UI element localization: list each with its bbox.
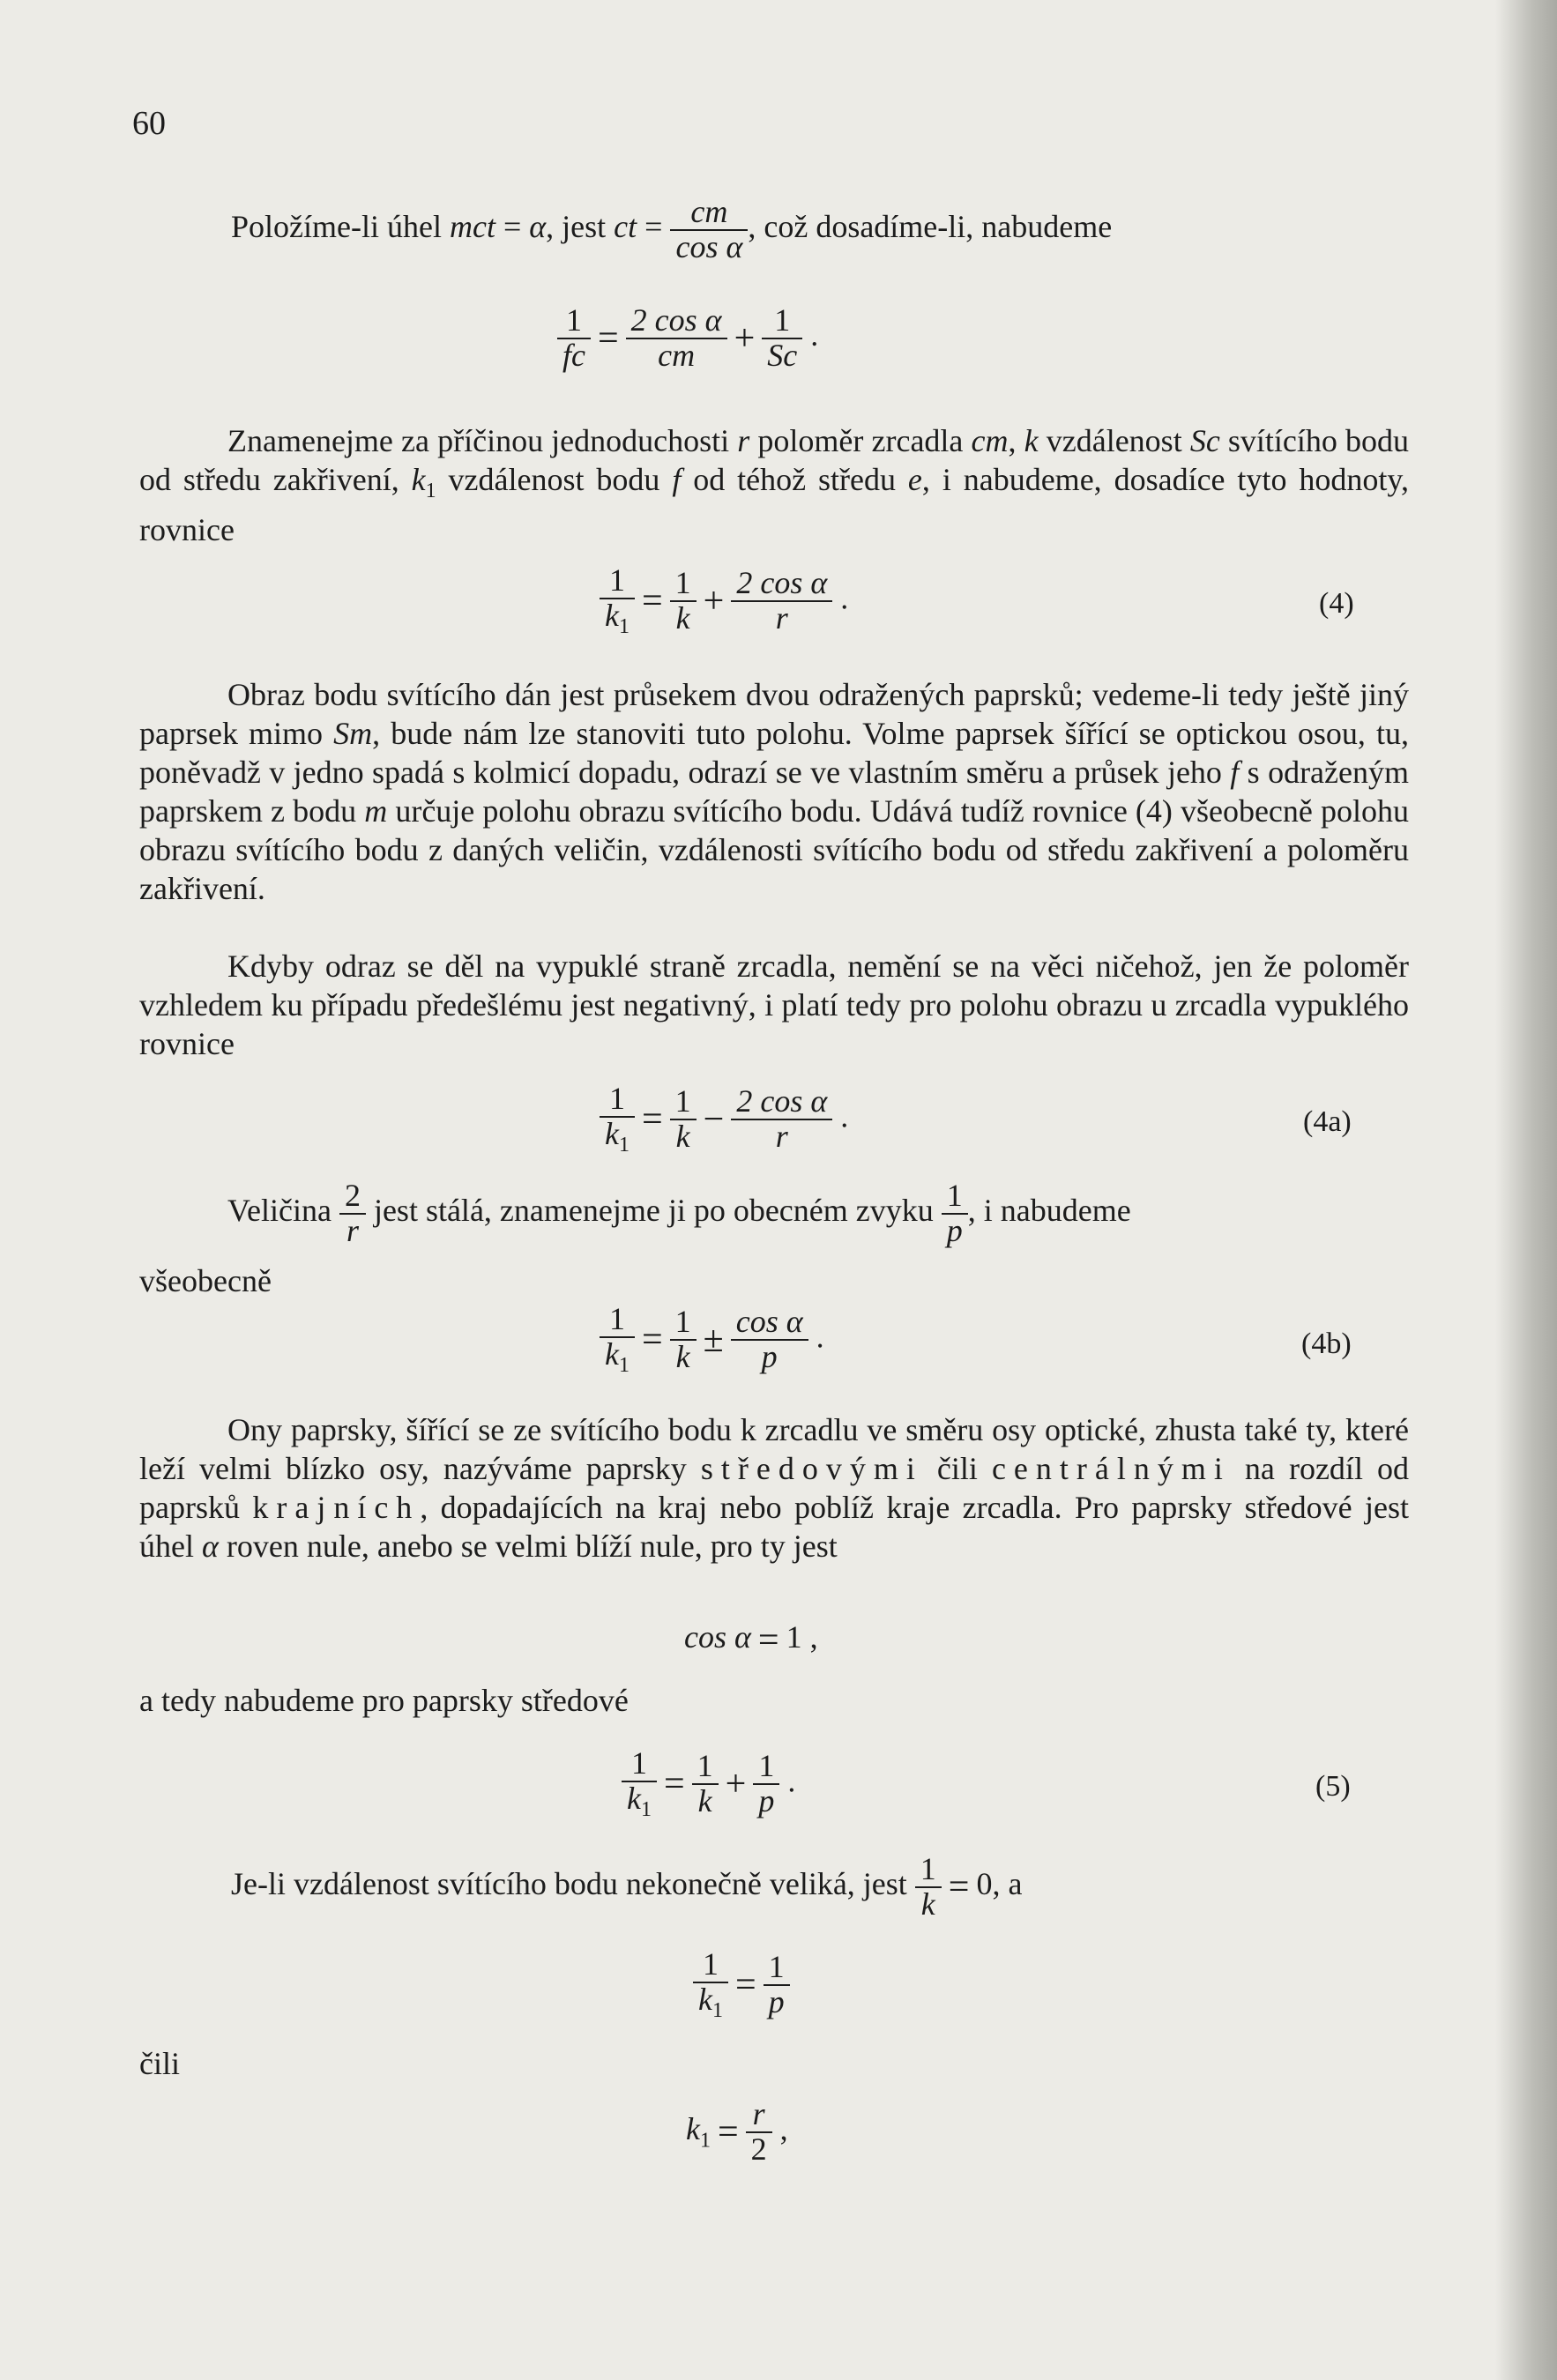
line-velicina: Veličina $\frac{2}{r}$ jest stálá, znamenejme ji po obecném zvyku $\frac{1}{p}$ , i nabudeme — [227, 1178, 1131, 1248]
equation-5-label: (5) — [1315, 1770, 1351, 1803]
word-vseobecne: všeobecně — [139, 1263, 272, 1298]
opening-line: Položíme-li úhel mct = α, jest ct = $\frac{cm}{\text{cos α}}$ , což dosadíme-li, nabudeme — [231, 194, 1113, 264]
equation-4-label: (4) — [1319, 587, 1354, 620]
equation-k1-r-half: $k_1$ = $\frac{r}{2}$ , — [686, 2096, 788, 2167]
page-number: 60 — [132, 105, 166, 142]
word-cili: čili — [139, 2046, 180, 2081]
equation-4a: $\frac{1}{k_1}$ = $\frac{1}{k}$ − $\frac{\text{2 cos α}}{r}$ . — [600, 1082, 848, 1157]
equation-4b: $\frac{1}{k_1}$ = $\frac{1}{k}$ ± $\frac{\text{cos α}}{p}$ . — [600, 1303, 824, 1377]
equation-4b-label: (4b) — [1301, 1328, 1352, 1360]
equation-4: $\frac{1}{k_1}$ = $\frac{1}{k}$ + $\frac{\text{2 cos α}}{r}$ . — [600, 564, 848, 638]
page-edge-shadow — [1495, 0, 1557, 2380]
equation-4a-label: (4a) — [1303, 1105, 1352, 1138]
equation-cos-alpha: cos α = 1 , — [684, 1619, 818, 1661]
paragraph-convex-mirror: Kdyby odraz se děl na vypuklé straně zrcadla, nemění se na věci ničehož, jen že poloměr vzhledem ku případu předešlému jest negativný, i platí tedy pro polohu obrazu u zrcadla vypuklého rovnice — [139, 948, 1409, 1061]
paragraph-central-rays: Ony paprsky, šířící se ze svítícího bodu k zrcadlu ve směru osy optické, zhusta také ty, které leží velmi blízko osy, nazýváme paprsky středovými čili centrálnými na rozdíl od paprsků krajních, dopadajících na kraj nebo poblíž kraje zrcadla. Pro paprsky středové jest úhel α roven nule, anebo se velmi blíží nule, pro ty jest — [139, 1412, 1409, 1564]
equation-5: $\frac{1}{k_1}$ = $\frac{1}{k}$ + $\frac{1}{p}$ . — [622, 1747, 795, 1821]
line-a-tedy: a tedy nabudeme pro paprsky středové — [139, 1683, 629, 1718]
equation-k1-p: $\frac{1}{k_1}$ = $\frac{1}{p}$ — [693, 1948, 790, 2022]
paragraph-image-point: Obraz bodu svítícího dán jest průsekem dvou odražených paprsků; vedeme-li tedy ještě jiný paprsek mimo Sm, bude nám lze stanoviti tuto polohu. Volme paprsek šířící se optickou osou, tu, poněvadž v jedno spadá s kolmicí dopadu, odrazí se ve vlastním směru a průsek jeho f s odraženým paprskem z bodu m určuje polohu obrazu svítícího bodu. Udává tudíž rovnice (4) všeobecně polohu obrazu svítícího bodu z daných veličin, vzdálenosti svítícího bodu od středu zakřivení a poloměru zakřivení. — [139, 677, 1410, 906]
line-je-li: Je-li vzdálenost svítícího bodu nekonečně veliká, jest $\frac{1}{k}$ = 0, a — [231, 1851, 1023, 1922]
equation-1: $\frac{1}{fc}$ = $\frac{\text{2 cos α}}{cm}$ + $\frac{1}{Sc}$ . — [557, 304, 818, 373]
paragraph-definitions: Znamenejme za příčinou jednoduchosti r poloměr zrcadla cm, k vzdálenost Sc svítícího bodu od středu zakřivení, $k_1$ vzdálenost bodu f od téhož středu e, i nabudeme, dosadíce tyto hodnoty, rovnice — [139, 423, 1410, 548]
